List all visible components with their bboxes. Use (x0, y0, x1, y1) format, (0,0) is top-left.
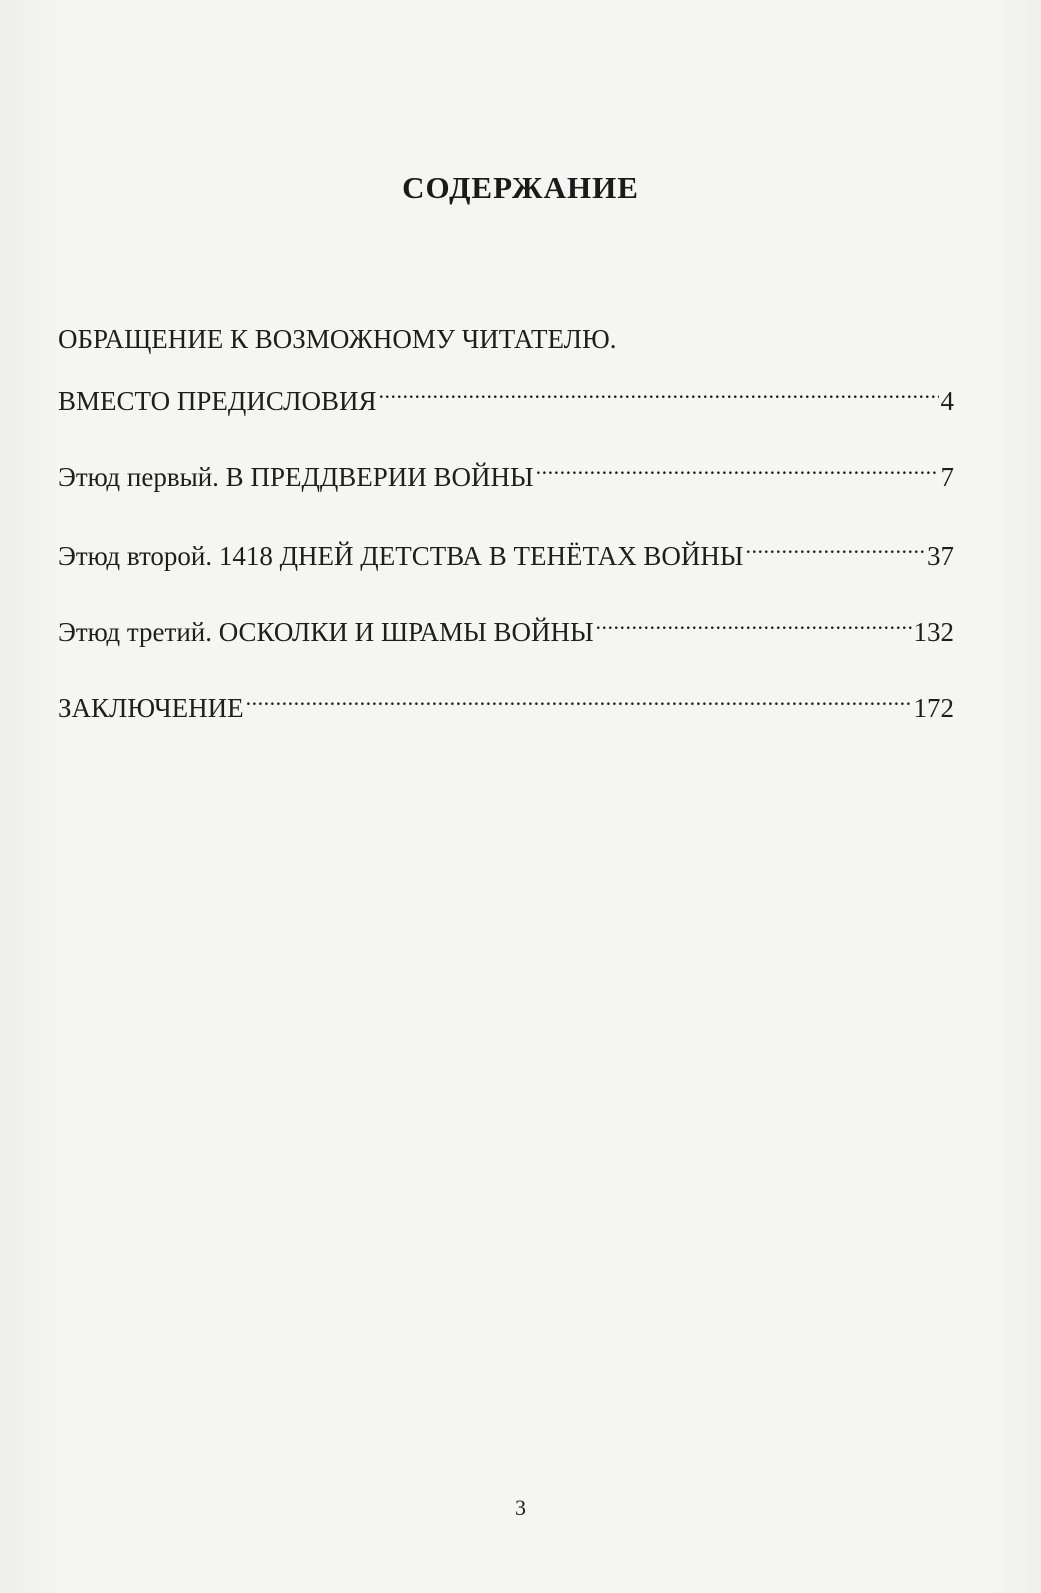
toc-entry-4 (58, 607, 954, 647)
toc-entry-1 (58, 376, 954, 416)
toc-entry-page: 172 (913, 693, 954, 723)
dot-leader (246, 683, 912, 717)
dot-leader (379, 376, 939, 410)
toc-entry-text: ОБРАЩЕНИЕ К ВОЗМОЖНОМУ ЧИТАТЕЛЮ. (58, 324, 617, 354)
dot-leader (596, 607, 912, 641)
toc-entry-text: ЗАКЛЮЧЕНИЕ (58, 693, 244, 723)
toc-entry-page: 4 (940, 386, 954, 416)
toc-entry-page: 7 (940, 462, 954, 492)
toc-entry-page: 132 (913, 617, 954, 647)
toc-entry-5 (58, 683, 954, 723)
toc-entry-text: Этюд первый. В ПРЕДДВЕРИИ ВОЙНЫ (58, 462, 534, 492)
dot-leader (536, 452, 939, 486)
page-number: 3 (515, 1495, 526, 1520)
page-title: СОДЕРЖАНИЕ (402, 170, 639, 205)
toc-entry-3 (58, 531, 954, 571)
toc-entry-text: Этюд третий. ОСКОЛКИ И ШРАМЫ ВОЙНЫ (58, 617, 594, 647)
toc-entry-2 (58, 452, 954, 492)
dot-leader (745, 531, 925, 565)
toc-entry-page: 37 (927, 541, 954, 571)
toc-entry-text: Этюд второй. 1418 ДНЕЙ ДЕТСТВА В ТЕНЁТАХ ВОЙНЫ (58, 541, 744, 571)
toc-entry-text: ВМЕСТО ПРЕДИСЛОВИЯ (58, 386, 377, 416)
toc-entry-1-first-line (58, 322, 954, 356)
